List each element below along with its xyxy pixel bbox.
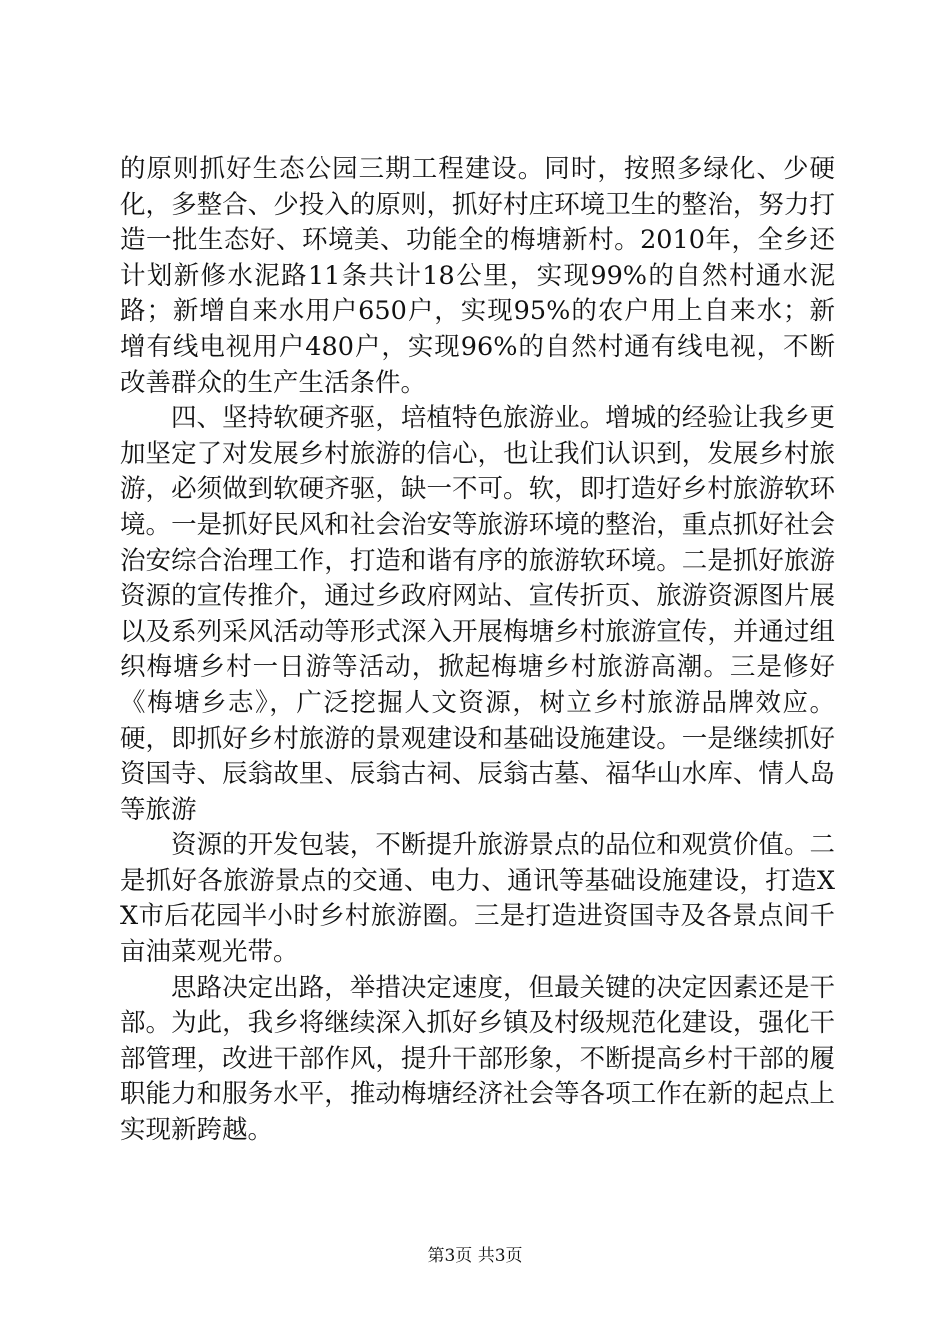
paragraph-cadres: 思路决定出路，举措决定速度，但最关键的决定因素还是干部。为此，我乡将继续深入抓好乡镇及村级规范化建设，强化干部管理，改进干部作风，提升干部形象，不断提高乡村干部的履职能力和服务水平，推动梅塘经济社会等各项工作在新的起点上实现新跨越。 — [120, 972, 835, 1146]
page-number-footer: 第3页 共3页 — [427, 1246, 523, 1266]
paragraph-tourism: 四、坚持软硬齐驱，培植特色旅游业。增城的经验让我乡更加坚定了对发展乡村旅游的信心，也让我们认识到，发展乡村旅游，必须做到软硬齐驱，缺一不可。软，即打造好乡村旅游软环境。一是抓好民风和社会治安等旅游环境的整治，重点抓好社会治安综合治理工作，打造和谐有序的旅游软环境。二是抓好旅游资源的宣传推介，通过乡政府网站、宣传折页、旅游资源图片展以及系列采风活动等形式深入开展梅塘乡村旅游宣传，并通过组织梅塘乡村一日游等活动，掀起梅塘乡村旅游高潮。三是修好《梅塘乡志》，广泛挖掘人文资源，树立乡村旅游品牌效应。硬，即抓好乡村旅游的景观建设和基础设施建设。一是继续抓好资国寺、辰翁故里、辰翁古祠、辰翁古墓、福华山水库、情人岛等旅游 — [120, 403, 835, 825]
paragraph-resources: 资源的开发包装，不断提升旅游景点的品位和观赏价值。二是抓好各旅游景点的交通、电力、通讯等基础设施建设，打造XX市后花园半小时乡村旅游圈。三是打造进资国寺及各景点间千亩油菜观光带。 — [120, 830, 835, 968]
paragraph-continuation: 的原则抓好生态公园三期工程建设。同时，按照多绿化、少硬化，多整合、少投入的原则，抓好村庄环境卫生的整治，努力打造一批生态好、环境美、功能全的梅塘新村。2010年，全乡还计划新修水泥路11条共计18公里，实现99%的自然村通水泥路；新增自来水用户650户，实现95%的农户用上自来水；新增有线电视用户480户，实现96%的自然村通有线电视，不断改善群众的生产生活条件。 — [120, 154, 835, 398]
document-body — [120, 152, 835, 1149]
